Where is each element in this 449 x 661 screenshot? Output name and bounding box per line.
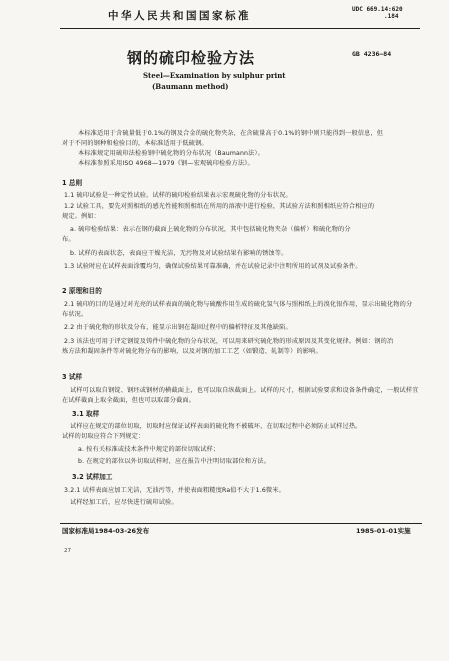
section-line: 2.3 该法也可用于评定钢锭及铸件中硫化物的分布状况，可以用来研究硫化物的形成原因及其变化规律。例如：钢的冶	[64, 338, 394, 345]
standard-org-header: 中华人民共和国国家标准	[108, 10, 251, 22]
udc-code: UDC 669.14:620	[352, 6, 403, 13]
section-line: 布。	[62, 236, 75, 243]
subsection-heading: 3.1 取样	[72, 410, 100, 418]
section-line: 2.1 硫印的目的是通过对光亮的试样表面的硫化物与硫酸作用生成的硫化氢气体与照相纸上的溴化银作用，显示出硫化物的分	[64, 301, 413, 308]
section-line: 试样的切取应符合下列规定：	[62, 433, 145, 440]
section-line: 试样经加工后，应尽快进行硫印试验。	[70, 499, 178, 506]
section-line: 1.2 试验工具，要先对照相纸的感光性能和照相纸在所用的溶液中进行检验，其试验方法和照相纸应符合相应的	[64, 203, 375, 210]
section-line: 布状况。	[62, 311, 88, 318]
document-title-cn: 钢的硫印检验方法	[127, 49, 256, 67]
section-line: 试样应在规定的部位切取，切取时应保证试样表面的硫化物不被破坏，在切取过程中必须防止试样过热。	[70, 423, 362, 430]
implementation-date: 1985-01-01实施	[356, 527, 411, 535]
udc-code-sub: .184	[384, 13, 399, 20]
section-line: b. 在规定的部位以外切取试样时，应在报告中注明切取部位和方法。	[78, 458, 271, 465]
section-line: b. 试样的表面状态，表面应干燥光洁，无污物及对试验结果有影响的锈蚀等。	[70, 250, 288, 257]
section-line: 1.1 硫印试验是一种定性试验。试样的硫印检验结果表示宏观硫化物的分布状况。	[64, 192, 292, 199]
section-line: 在试样截面上取全截面，但也可以取部分截面。	[62, 397, 196, 404]
section-line: 1.3 试验时应在试样表面涂覆均匀，确保试验结果可靠准确，并在试验记录中注明所用的试剂及试验条件。	[64, 263, 362, 270]
intro-line: 本标准适用于含硫量低于0.1%的钢及合金的硫化物夹杂，在含硫量高于0.1%的钢中则只能得到一般信息，但	[78, 130, 384, 137]
header-rule	[60, 28, 420, 29]
footer-rule	[60, 523, 422, 524]
intro-line: 本标准规定用硫印法检验钢中硫化物的分布状况（Baumann法）。	[78, 150, 265, 157]
section-line: 2.2 由于硫化物的形状及分布，能显示出钢在凝固过程中的偏析特征及其他缺陷。	[64, 324, 292, 331]
issued-date: 国家标准局1984-03-26发布	[62, 527, 150, 535]
page-number: 27	[64, 548, 71, 554]
gb-code: GB 4236—84	[352, 50, 392, 58]
intro-line: 本标准参照采用ISO 4968—1979《钢—宏观硫印检验方法》。	[78, 160, 254, 167]
section-line: a. 按有关标准或技术条件中规定的部位切取试样；	[78, 446, 220, 453]
subsection-heading: 3.2 试样加工	[72, 473, 113, 481]
section-line: 试样可以取自钢锭、钢坯或钢材的横截面上，也可以取自纵截面上。试样的尺寸，根据试验要求和设备条件确定，一般试样宜	[70, 387, 419, 394]
section-heading: 1 总则	[62, 179, 83, 187]
section-heading: 2 原理和目的	[62, 287, 102, 295]
section-line: 炼方法和凝固条件等对硫化物分布的影响，以及对钢的加工工艺（如锻造、轧制等）的影响。	[62, 348, 322, 355]
document-title-en: Steel—Examination by sulphur print	[143, 71, 286, 80]
section-heading: 3 试样	[62, 373, 83, 381]
section-line: a. 硫印检验结果：表示在钢的截面上硫化物的分布状况，其中包括硫化物夹杂（偏析）和硫化物的分	[70, 226, 351, 233]
intro-line: 对于不同的钢种和检验目的，本标准适用于低硫钢。	[62, 140, 208, 147]
section-line: 3.2.1 试样表面应加工光洁，无油污等，并使表面粗糙度Ra值不大于1.6微米。	[64, 487, 285, 494]
document-title-en-sub: (Baumann method)	[152, 82, 229, 91]
section-line: 规定。例如：	[62, 213, 101, 220]
